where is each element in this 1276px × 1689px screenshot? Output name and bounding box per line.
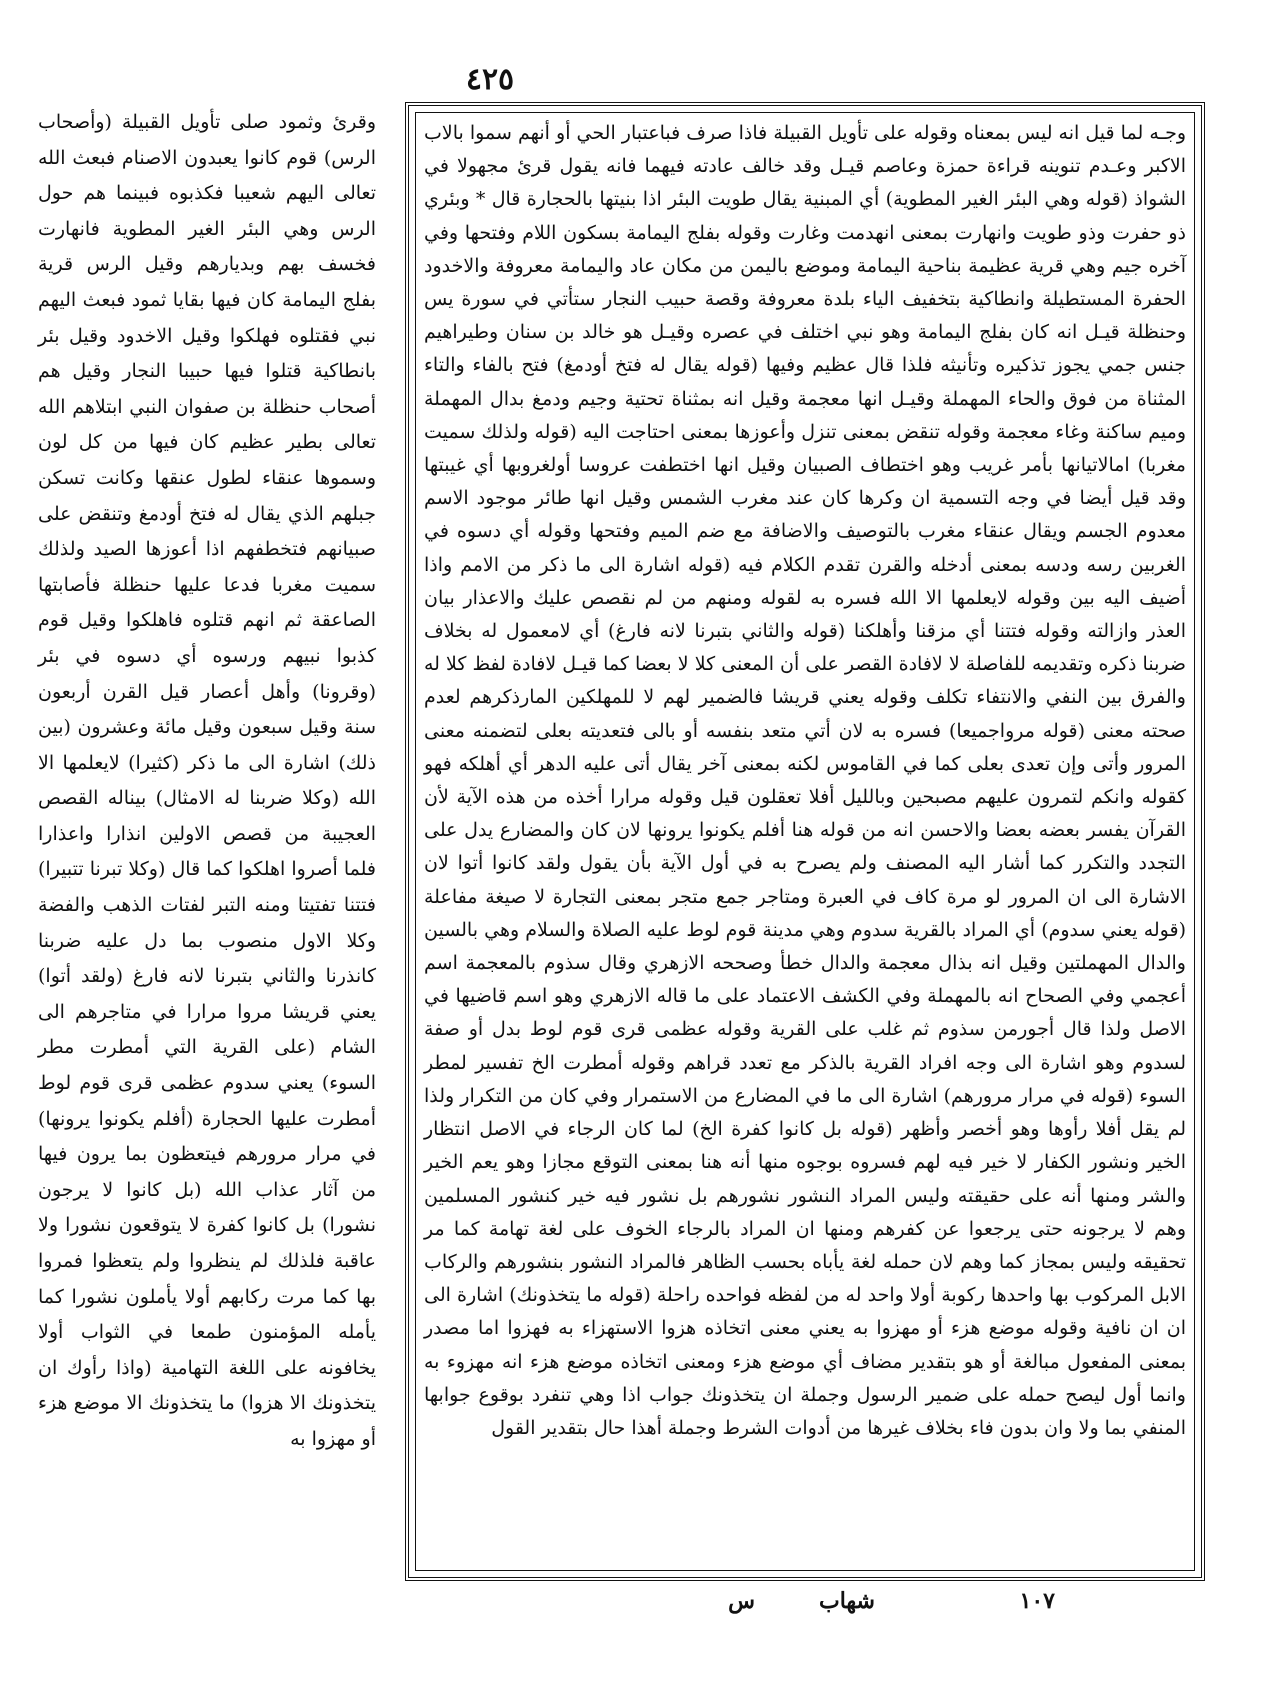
footer-page-number: ١٠٧	[1019, 1588, 1055, 1614]
footer-book-name: شهاب	[819, 1588, 875, 1614]
marginal-text-column	[38, 105, 376, 1450]
page-footer	[405, 1588, 1205, 1624]
main-text-inner-border	[415, 112, 1195, 1571]
main-commentary-text: وجـه لما قيل انه ليس بمعناه وقوله على تأويل القبيلة فاذا صرف فباعتبار الحي أو أنهم سموا بالاب الاكبر وعـدم تنوينه قراءة حمزة وعاصم قيـل وقد خالف عادته فيهما فانه يقول قرئ مجهولا في الشواذ (قوله وهي البئر الغير المطوية) أي المبنية يقال طويت البئر اذا بنيتها بالحجارة قال * وبئري ذو حفرت وذو طويت وانهارت بمعنى انهدمت وغارت وقوله بفلج اليمامة بسكون اللام وفتحها وفي آخره جيم وهي قرية عظيمة بناحية اليمامة وموضع باليمن من مكان عاد واليمامة معروفة والاخدود الحفرة المستطيلة وانطاكية بتخفيف الياء بلدة معروفة وقصة حبيب النجار ستأتي في سورة يس وحنظلة قيـل انه كان بفلج اليمامة وهو نبي اختلف في عصره وقيـل هو خالد بن سنان وطيراهيم جنس جمي يجوز تذكيره وتأنيثه فلذا قال عظيم وفيها (قوله يقال له فتخ أودمغ) فتح بالفاء والتاء المثناة من فوق والحاء المهملة وقيـل انها معجمة وقيل انه بمثناة تحتية وجيم ودمغ بدال المهملة وميم ساكنة وغاء معجمة وقوله تنقض بمعنى تنزل وأعوزها بمعنى احتاجت اليه (قوله ولذلك سميت مغربا) امالاتيانها بأمر غريب وهو اختطاف الصبيان وقيل انها اختطفت عروسا أولغروبها أي غيبتها وقد قيل أيضا في وجه التسمية ان وكرها كان عند مغرب الشمس وقيل انها طائر موجود الاسم معدوم الجسم ويقال عنقاء مغرب بالتوصيف والاضافة مع ضم الميم وفتحها وقوله أي دسوه في الغربين رسه ودسه بمعنى أدخله والقرن تقدم الكلام فيه (قوله اشارة الى ما ذكر من الامم واذا أضيف اليه بين وقوله لايعلمها الا الله فسره به لقوله ومنهم من لم نقصص عليك والاعذار بيان العذر وازالته وقوله فتتنا أي مزقنا وأهلكنا (قوله والثاني بتبرنا لانه فارغ) أي لامعمول له بخلاف ضربنا ذكره وتقديمه للفاصلة لا لافادة القصر على أن المعنى كلا لا بعضا كما قيـل لافادة لفظ كلا له والفرق بين النفي والانتفاء تكلف وقوله يعني قريشا فالضمير لهم لا للمهلكين المارذكرهم لعدم صحته معنى (قوله مرواجميعا) فسره به لان أتي متعد بنفسه أو بالى فتعديته بعلى لتضمنه معنى المرور وأتى وإن تعدى بعلى كما في القاموس لكنه بمعنى آخر يقال أتى عليه الدهر أي أهلكه فهو كقوله وانكم لتمرون عليهم مصبحين وبالليل أفلا تعقلون قيل وقوله مرارا أخذه من هذه الآية لأن القرآن يفسر بعضه بعضا والاحسن انه من قوله هنا أفلم يكونوا يرونها لان كان والمضارع يدل على التجدد والتكرر كما أشار اليه المصنف ولم يصرح به في أول الآية بأن يقول ولقد كانوا أتوا لان الاشارة الى ان المرور لو مرة كاف في العبرة ومتاجر جمع متجر بمعنى التجارة لا صيغة مفاعلة (قوله يعني سدوم) أي المراد بالقرية سدوم وهي مدينة قوم لوط عليه الصلاة والسلام وهي بالسين والدال المهملتين وقيل انه بذال معجمة والدال خطأ وصححه الازهري وقال سذوم بالمعجمة اسم أعجمي وفي الصحاح انه بالمهملة وفي الكشف الاعتماد على ما قاله الازهري وهو اسم قاضيها في الاصل ولذا قال أجورمن سذوم ثم غلب على القرية وقوله عظمى قرى قوم لوط بدل أو صفة لسدوم وهو اشارة الى وجه افراد القرية بالذكر مع تعدد قراهم وقوله أمطرت الخ تفسير لمطر السوء (قوله في مرار مرورهم) اشارة الى ما في المضارع من الاستمرار وفي كان من التكرار ولذا لم يقل أفلا رأوها وهو أخصر وأظهر (قوله بل كانوا كفرة الخ) لما كان الرجاء في الاصل انتظار الخير ونشور الكفار لا خير فيه لهم فسروه بوجوه منها أنه هنا بمعنى التوقع مجازا وهو يعم الخير والشر ومنها أنه على حقيقته وليس المراد النشور نشورهم بل نشور فيه خير كنشور المسلمين وهم لا يرجونه حتى يرجعوا عن كفرهم ومنها ان المراد بالرجاء الخوف على لغة تهامة كما مر تحقيقه وليس بمجاز كما وهم لان حمله لغة يأباه بحسب الظاهر فالمراد النشور بنشورهم والركاب الابل المركوب بها واحدها ركوبة أولا واحد له من لفظه فواحده راحلة (قوله ما يتخذونك) اشارة الى ان ان نافية وقوله موضع هزء أو مهزوا به يعني معنى اتخاذه هزوا الاستهزاء به فهزوا اما مصدر بمعنى المفعول مبالغة أو هو بتقدير مضاف أي موضع هزء ومعنى اتخاذه موضع هزء انه مهزوء به وانما أول ليصح حمله على ضمير الرسول وجملة ان يتخذونك جواب اذا وهي تنفرد بوقوع جوابها المنفي بما ولا وان بدون فاء بخلاف غيرها من أدوات الشرط وجملة أهذا حال بتقدير القول	[424, 122, 1186, 1439]
footer-signature-mark: س	[728, 1588, 755, 1614]
quran-text-with-commentary: وقرئ وثمود صلى تأويل القبيلة (وأصحاب الرس) قوم كانوا يعبدون الاصنام فبعث الله تعالى اليهم شعيبا فكذبوه فبينما هم حول الرس وهي البئر الغير المطوية فانهارت فخسف بهم وبديارهم وقيل الرس قرية بفلج اليمامة كان فيها بقايا ثمود فبعث اليهم نبي فقتلوه فهلكوا وقيل الاخدود وقيل بئر بانطاكية قتلوا فيها حبيبا النجار وقيل هم أصحاب حنظلة بن صفوان النبي ابتلاهم الله تعالى بطير عظيم كان فيها من كل لون وسموها عنقاء لطول عنقها وكانت تسكن جبلهم الذي يقال له فتخ أودمغ وتنقض على صبيانهم فتخطفهم اذا أعوزها الصيد ولذلك سميت مغربا فدعا عليها حنظلة فأصابتها الصاعقة ثم انهم قتلوه فاهلكوا وقيل قوم كذبوا نبيهم ورسوه أي دسوه في بئر (وقرونا) وأهل أعصار قيل القرن أربعون سنة وقيل سبعون وقيل مائة وعشرون (بين ذلك) اشارة الى ما ذكر (كثيرا) لايعلمها الا الله (وكلا ضربنا له الامثال) بيناله القصص العجيبة من قصص الاولين انذارا واعذارا فلما أصروا اهلكوا كما قال (وكلا تبرنا تتبيرا) فتتنا تفتيتا ومنه التبر لفتات الذهب والفضة وكلا الاول منصوب بما دل عليه ضربنا كانذرنا والثاني بتبرنا لانه فارغ (ولقد أتوا) يعني قريشا مروا مرارا في متاجرهم الى الشام (على القرية التي أمطرت مطر السوء) يعني سدوم عظمى قرى قوم لوط أمطرت عليها الحجارة (أفلم يكونوا يرونها) في مرار مرورهم فيتعظون بما يرون فيها من آثار عذاب الله (بل كانوا لا يرجون نشورا) بل كانوا كفرة لا يتوقعون نشورا ولا عاقبة فلذلك لم ينظروا ولم يتعظوا فمروا بها كما مرت ركابهم أولا يأملون نشورا كما يأمله المؤمنون طمعا في الثواب أولا يخافونه على اللغة التهامية (واذا رأوك ان يتخذونك الا هزوا) ما يتخذونك الا موضع هزء أو مهزوا به	[38, 111, 376, 1450]
main-text-frame	[405, 102, 1205, 1581]
page-number: ٤٢٥	[465, 62, 515, 97]
